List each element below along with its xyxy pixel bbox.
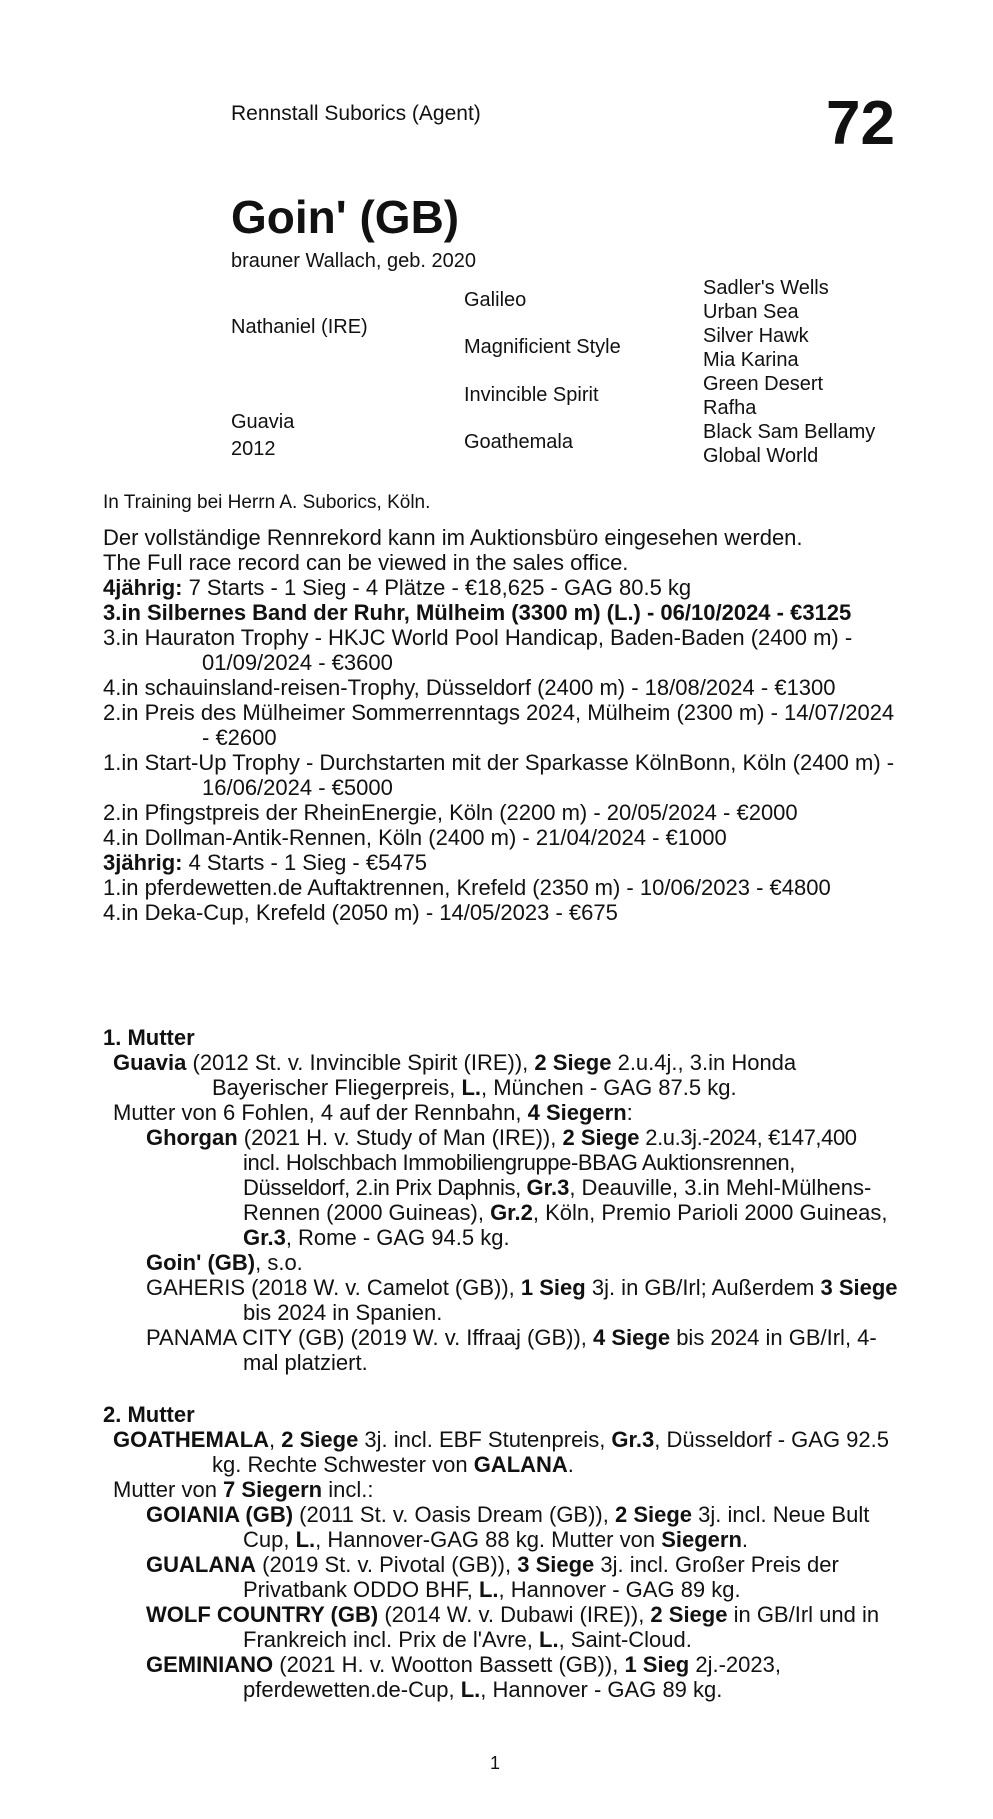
winners-count: 4 Siegern — [527, 1100, 627, 1125]
page-number: 1 — [490, 1753, 501, 1773]
pedigree-gen3-item: Silver Hawk — [703, 325, 809, 347]
foal-name: Ghorgan — [146, 1125, 238, 1150]
text: 3j. in GB/Irl; Außerdem — [585, 1275, 821, 1300]
race-entry: 1.in Start-Up Trophy - Durchstarten mit der Sparkasse KölnBonn, Köln (2400 m) - 16/06/2024 - €5000 — [103, 750, 895, 800]
pedigree-gen3-item: Urban Sea — [703, 301, 799, 323]
dam-name: Guavia — [113, 1050, 187, 1075]
text: , Hannover - GAG 89 kg. — [480, 1677, 723, 1702]
listed-mark: L. — [478, 1577, 499, 1602]
winners-label: Siegern — [661, 1527, 742, 1552]
text: (2012 St. v. Invincible Spirit (IRE)), — [186, 1050, 535, 1075]
lot-number: 72 — [826, 89, 895, 158]
wins: 1 Sieg — [624, 1652, 690, 1677]
text: 2.u.4j., 3.in Honda Bayerischer Fliegerpreis, — [212, 1050, 797, 1100]
foal-entry — [103, 1250, 899, 1275]
horse-description: brauner Wallach, geb. 2020 — [231, 250, 476, 272]
winners-count: 7 Siegern — [223, 1477, 323, 1502]
listed-mark: L. — [295, 1527, 316, 1552]
text: . — [567, 1452, 574, 1477]
dam-name: GOATHEMALA — [113, 1427, 270, 1452]
first-dam-section — [103, 1025, 899, 1375]
text: (2021 H. v. Wootton Bassett (GB)), — [273, 1652, 625, 1677]
age4-highlight-race — [103, 600, 899, 625]
foal-name: WOLF COUNTRY (GB) — [146, 1602, 379, 1627]
second-dam-heading: 2. Mutter — [103, 1402, 195, 1427]
text: Mutter von — [113, 1477, 224, 1502]
text: GAHERIS (2018 W. v. Camelot (GB)), — [146, 1275, 521, 1300]
text: (2021 H. v. Study of Man (IRE)), — [237, 1125, 563, 1150]
text: 3j. incl. Großer Preis der Privatbank ODDO BHF, — [243, 1552, 839, 1602]
record-note-en: The Full race record can be viewed in the sales office. — [103, 550, 629, 575]
first-dam-heading: 1. Mutter — [103, 1025, 195, 1050]
text: , München - GAG 87.5 kg. — [481, 1075, 737, 1100]
second-dam-entry — [103, 1427, 899, 1477]
text: (2014 W. v. Dubawi (IRE)), — [378, 1602, 651, 1627]
group-mark: Gr.3 — [526, 1175, 570, 1200]
age4-summary — [103, 575, 899, 600]
listed-mark: L. — [539, 1627, 559, 1652]
pedigree-dam-year: 2012 — [231, 438, 276, 460]
pedigree-gen3-item: Black Sam Bellamy — [703, 421, 876, 443]
horse-name: Goin' (GB) — [231, 191, 460, 243]
text: 3j. incl. Neue Bult Cup, — [243, 1502, 870, 1552]
race-record — [103, 525, 899, 925]
foal-entry — [103, 1652, 899, 1702]
text: bis 2024 in Spanien. — [243, 1300, 443, 1325]
pedigree-gen3-item: Global World — [703, 445, 819, 467]
race-entry: 4.in schauinsland-reisen-Trophy, Düsseldorf (2400 m) - 18/08/2024 - €1300 — [103, 675, 836, 700]
age4-label: 4jährig: — [103, 575, 183, 600]
listed-mark: L. — [460, 1677, 481, 1702]
pedigree-sire: Nathaniel (IRE) — [231, 316, 368, 338]
pedigree-gen3-item: Rafha — [703, 397, 757, 419]
listed-mark: L. — [461, 1075, 481, 1100]
text: incl.: — [322, 1477, 374, 1502]
text: Mutter von 6 Fohlen, 4 auf der Rennbahn, — [113, 1100, 528, 1125]
pedigree-sire-dam: Magnificient Style — [464, 336, 621, 358]
group-mark: Gr.3 — [243, 1225, 286, 1250]
text: , Köln, Premio Parioli 2000 Guineas, — [532, 1200, 888, 1225]
pedigree-gen3-item: Sadler's Wells — [703, 277, 829, 299]
stable-name: Rennstall Suborics (Agent) — [231, 102, 481, 125]
first-dam-entry — [103, 1050, 899, 1100]
text: , Düsseldorf - GAG 92.5 kg. Rechte Schwester von — [212, 1427, 889, 1477]
pedigree-gen3 — [703, 276, 875, 468]
pedigree-gen3-item: Mia Karina — [703, 349, 799, 371]
text: , s.o. — [255, 1250, 303, 1275]
race-entry: 2.in Pfingstpreis der RheinEnergie, Köln (2200 m) - 20/05/2024 - €2000 — [103, 800, 798, 825]
text: , Hannover - GAG 89 kg. — [498, 1577, 741, 1602]
race-entry: 4.in Dollman-Antik-Rennen, Köln (2400 m) - 21/04/2024 - €1000 — [103, 825, 727, 850]
wins: 2 Siege — [614, 1502, 693, 1527]
age4-summary-text: 7 Starts - 1 Sieg - 4 Plätze - €18,625 - GAG 80.5 kg — [182, 575, 692, 600]
record-note-de: Der vollständige Rennrekord kann im Auktionsbüro eingesehen werden. — [103, 525, 803, 550]
text: , Rome - GAG 94.5 kg. — [285, 1225, 510, 1250]
pedigree-dam-dam: Goathemala — [464, 431, 573, 453]
second-dam-produce — [103, 1477, 899, 1502]
wins: 3 Siege — [820, 1275, 898, 1300]
foal-entry — [103, 1275, 899, 1325]
text: 2j.-2023, pferdewetten.de-Cup, — [243, 1652, 781, 1702]
age3-summary-text: 4 Starts - 1 Sieg - €5475 — [182, 850, 428, 875]
race-entry: 3.in Hauraton Trophy - HKJC World Pool Handicap, Baden-Baden (2400 m) - 01/09/2024 - €3600 — [103, 625, 853, 675]
foal-name: GEMINIANO — [146, 1652, 274, 1677]
foal-entry — [103, 1502, 899, 1552]
text: , Deauville, 3.in Mehl-Mülhens-Rennen (2000 Guineas), — [243, 1175, 872, 1225]
wins: 2 Siege — [281, 1427, 359, 1452]
text: (2011 St. v. Oasis Dream (GB)), — [293, 1502, 615, 1527]
foal-entry — [103, 1125, 899, 1250]
foal-name: GOIANIA (GB) — [146, 1502, 294, 1527]
text: PANAMA CITY (GB) (2019 W. v. Iffraaj (GB)), — [146, 1325, 594, 1350]
text: , Saint-Cloud. — [558, 1627, 692, 1652]
foal-name: Goin' (GB) — [146, 1250, 256, 1275]
group-mark: Gr.2 — [490, 1200, 533, 1225]
group-mark: Gr.3 — [611, 1427, 655, 1452]
race-entry: 4.in Deka-Cup, Krefeld (2050 m) - 14/05/2023 - €675 — [103, 900, 618, 925]
pedigree-dam: Guavia — [231, 411, 295, 433]
foal-entry — [103, 1602, 899, 1652]
foal-name: GUALANA — [146, 1552, 256, 1577]
text: in GB/Irl und in Frankreich incl. Prix de l'Avre, — [243, 1602, 880, 1652]
age3-label: 3jährig: — [103, 850, 183, 875]
race-entry: 2.in Preis des Mülheimer Sommerrenntags 2024, Mülheim (2300 m) - 14/07/2024 - €2600 — [103, 700, 895, 750]
foal-entry — [103, 1552, 899, 1602]
text: . — [741, 1527, 749, 1552]
second-dam-section — [103, 1402, 899, 1702]
wins: 3 Siege — [517, 1552, 595, 1577]
wins: 1 Sieg — [520, 1275, 586, 1300]
highlight-race-text: 3.in Silbernes Band der Ruhr, Mülheim (3300 m) (L.) - 06/10/2024 - €3125 — [103, 600, 852, 625]
wins: 2 Siege — [562, 1125, 640, 1150]
first-dam-produce — [103, 1100, 899, 1125]
pedigree-gen3-item: Green Desert — [703, 373, 824, 395]
text: , Hannover-GAG 88 kg. Mutter von — [315, 1527, 662, 1552]
text: 3j. incl. EBF Stutenpreis, — [358, 1427, 612, 1452]
text: : — [626, 1100, 633, 1125]
race-entry: 1.in pferdewetten.de Auftaktrennen, Krefeld (2350 m) - 10/06/2023 - €4800 — [103, 875, 831, 900]
text: 2.u.3j.-2024, €147,400 incl. Holschbach Immobiliengruppe-BBAG Auktionsrennen, Düsseldorf, 2.in Prix Daphnis, — [243, 1125, 857, 1200]
text: (2019 St. v. Pivotal (GB)), — [256, 1552, 518, 1577]
wins: 4 Siege — [593, 1325, 671, 1350]
wins: 2 Siege — [534, 1050, 612, 1075]
text: bis 2024 in GB/Irl, 4-mal platziert. — [243, 1325, 877, 1375]
sister-name: GALANA — [473, 1452, 568, 1477]
foal-entry — [103, 1325, 899, 1375]
training-note: In Training bei Herrn A. Suborics, Köln. — [103, 492, 431, 513]
pedigree-dam-sire: Invincible Spirit — [464, 384, 599, 406]
age3-summary — [103, 850, 899, 875]
text: , — [269, 1427, 282, 1452]
pedigree-sire-sire: Galileo — [464, 289, 527, 311]
wins: 2 Siege — [650, 1602, 728, 1627]
